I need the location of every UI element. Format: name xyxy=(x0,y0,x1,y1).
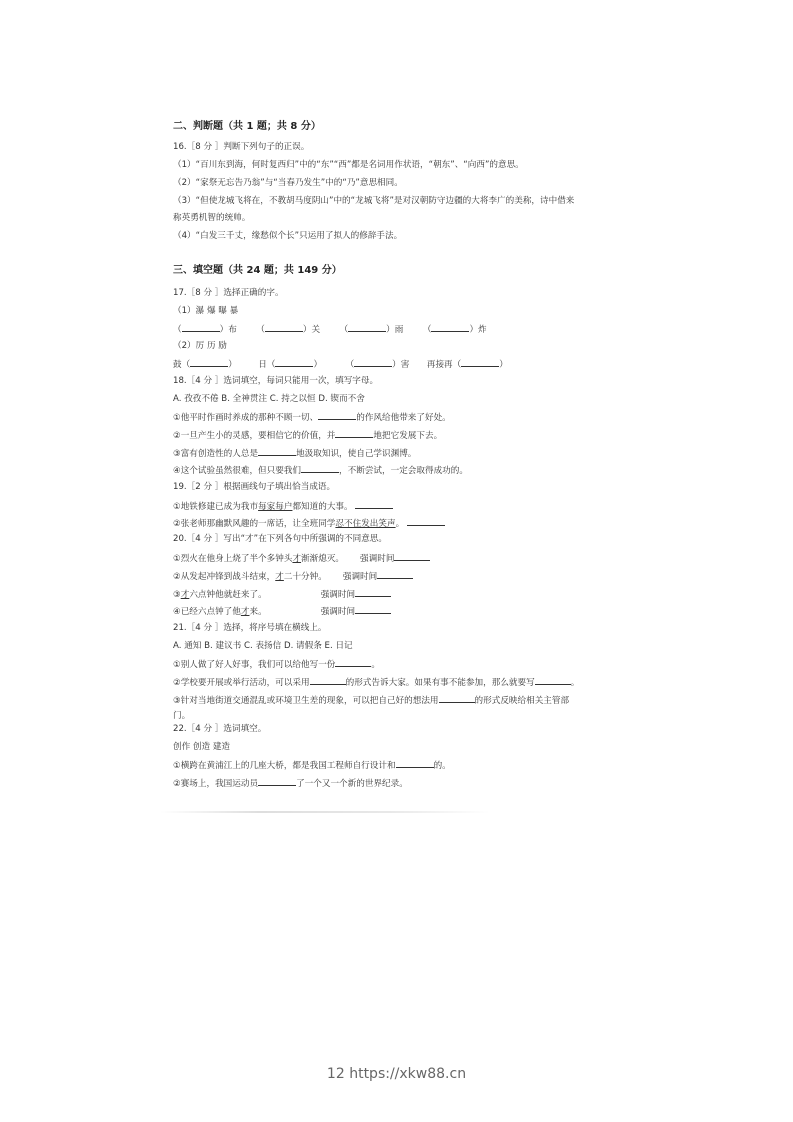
emphasis-label: 强调时间 xyxy=(360,554,395,564)
q19-item-1 xyxy=(173,499,393,513)
item-text: ③ xyxy=(173,590,181,600)
item-text: 的形式反映给相关主管部 xyxy=(474,696,570,706)
fill-post: ）关 xyxy=(302,325,321,335)
item-text: ①他平时作画时养成的那种不顾一切、 xyxy=(173,413,319,423)
q17-group1-fills xyxy=(173,322,487,336)
fill-pre: 再接再（ xyxy=(426,360,462,370)
q20-stem: 20.［4 分 ］写出“才”在下列各句中所强调的不同意思。 xyxy=(173,534,387,544)
fill-post: ）害 xyxy=(392,360,410,370)
item-text: ①别人做了好人好事，我们可以给他写一份 xyxy=(173,660,336,670)
answer-blank[interactable] xyxy=(355,587,391,597)
answer-blank[interactable] xyxy=(348,322,386,332)
fill-pre: （ xyxy=(339,325,349,335)
answer-blank[interactable] xyxy=(335,428,373,438)
answer-blank[interactable] xyxy=(396,758,434,768)
fill-post: ） xyxy=(313,360,323,370)
q20-item-2 xyxy=(173,569,413,583)
item-text: ，不断尝试，一定会取得成功的。 xyxy=(339,466,468,476)
item-text: 。 xyxy=(570,678,580,688)
answer-blank[interactable] xyxy=(182,322,220,332)
fill-post: ） xyxy=(499,360,508,370)
q17-group2-fills xyxy=(173,357,508,371)
q18-options: A. 孜孜不倦 B. 全神贯注 C. 持之以恒 D. 锲而不舍 xyxy=(173,394,365,404)
item-text: 了一个又一个新的世界纪录。 xyxy=(296,779,408,789)
item-text: ①烈火在他身上烧了半个多钟头 xyxy=(173,554,293,564)
item-text: 都知道的大事。 xyxy=(292,502,353,512)
answer-blank[interactable] xyxy=(394,551,430,561)
q19-item-2 xyxy=(173,516,445,530)
q18-item-3 xyxy=(173,446,416,460)
answer-blank[interactable] xyxy=(301,463,339,473)
answer-blank[interactable] xyxy=(190,357,228,367)
q18-item-2 xyxy=(173,428,442,442)
section-2-heading: 二、判断题（共 1 题；共 8 分） xyxy=(173,121,321,132)
underlined-char: 才 xyxy=(292,554,302,564)
page-number: 12 xyxy=(326,1066,345,1082)
underlined-phrase: 每家每户 xyxy=(258,502,293,512)
item-text: 地把它发展下去。 xyxy=(373,431,443,441)
answer-blank[interactable] xyxy=(275,357,313,367)
fill-pre: （ xyxy=(173,325,182,335)
q21-item-3-cont: 门。 xyxy=(173,711,191,721)
q22-options: 创作 创造 建造 xyxy=(173,742,231,752)
answer-blank[interactable] xyxy=(354,357,392,367)
answer-blank[interactable] xyxy=(335,657,371,667)
q16-item-4: （4）“白发三千丈，缘愁似个长”只运用了拟人的修辞手法。 xyxy=(173,231,403,241)
q21-options: A. 通知 B. 建议书 C. 表扬信 D. 请假条 E. 日记 xyxy=(173,641,353,651)
fill-post: ）炸 xyxy=(469,325,487,335)
item-text: 的。 xyxy=(433,761,451,771)
emphasis-label: 强调时间 xyxy=(320,590,356,600)
answer-blank[interactable] xyxy=(461,357,499,367)
q18-item-1 xyxy=(173,410,451,424)
item-text: 的作风给他带来了好处。 xyxy=(356,413,451,423)
fill-pre: 日（ xyxy=(258,360,276,370)
q21-item-3 xyxy=(173,693,569,707)
item-text: ①横跨在黄浦江上的几座大桥，都是我国工程师自行设计和 xyxy=(173,761,396,771)
q22-item-1 xyxy=(173,758,451,772)
q16-item-3-cont: 称英勇机智的统帅。 xyxy=(173,213,251,223)
emphasis-label: 强调时间 xyxy=(342,572,378,582)
underlined-phrase: 忍不住发出笑声 xyxy=(335,519,396,529)
footer-url[interactable]: https://xkw88.cn xyxy=(349,1066,467,1082)
item-text: 地汲取知识，使自己学识渊博。 xyxy=(296,449,417,459)
q16-item-1: （1）“百川东到海，何时复西归”中的“东”“西”都是名词用作状语，“朝东”、“向西”的意思。 xyxy=(173,160,524,170)
item-text: ②从发起冲锋到战斗结束， xyxy=(173,572,276,582)
section-3-heading: 三、填空题（共 24 题；共 149 分） xyxy=(173,265,342,276)
item-text: ②张老师那幽默风趣的一席话，让全班同学 xyxy=(173,519,336,529)
answer-blank[interactable] xyxy=(258,776,296,786)
answer-blank[interactable] xyxy=(355,604,391,614)
fill-pre: （ xyxy=(345,360,355,370)
fill-pre: （ xyxy=(256,325,265,335)
item-text: 二十分钟。 xyxy=(283,572,327,582)
q21-item-1 xyxy=(173,657,380,671)
q18-item-4 xyxy=(173,463,468,477)
answer-blank[interactable] xyxy=(310,675,346,685)
q17-group2-label: （2）厉 历 励 xyxy=(173,341,227,351)
page-footer xyxy=(0,1066,793,1082)
answer-blank[interactable] xyxy=(377,569,413,579)
answer-blank[interactable] xyxy=(265,322,303,332)
q20-item-1 xyxy=(173,551,430,565)
fill-pre: 鼓（ xyxy=(173,360,191,370)
q22-item-2 xyxy=(173,776,408,790)
item-text: ④已经六点钟了他 xyxy=(173,607,241,617)
answer-blank[interactable] xyxy=(355,499,393,509)
q18-stem: 18.［4 分 ］选词填空，每词只能用一次，填写字母。 xyxy=(173,376,379,386)
answer-blank[interactable] xyxy=(407,516,445,526)
fill-pre: （ xyxy=(422,325,432,335)
item-text: 来。 xyxy=(249,607,267,617)
item-text: ③针对当地街道交通混乱或环境卫生差的现象，可以把自己好的想法用 xyxy=(173,696,439,706)
q21-stem: 21.［4 分 ］选择，将序号填在横线上。 xyxy=(173,623,327,633)
item-text: ②学校要开展或举行活动，可以采用 xyxy=(173,678,310,688)
item-text: ②赛场上，我国运动员 xyxy=(173,779,259,789)
underlined-char: 才 xyxy=(240,607,250,617)
answer-blank[interactable] xyxy=(535,675,571,685)
q19-stem: 19.［2 分 ］根据画线句子填出恰当成语。 xyxy=(173,482,336,492)
answer-blank[interactable] xyxy=(439,693,475,703)
q16-stem: 16.［8 分 ］判断下列句子的正误。 xyxy=(173,142,310,152)
answer-blank[interactable] xyxy=(318,410,356,420)
item-text: 。 xyxy=(371,660,381,670)
item-text: ①地铁修建已成为我市 xyxy=(173,502,259,512)
underlined-char: 才 xyxy=(180,590,190,600)
q16-item-2: （2）“家祭无忘告乃翁”与“当春乃发生”中的“乃”意思相同。 xyxy=(173,178,403,188)
item-text: 。 xyxy=(395,519,405,529)
q17-group1-label: （1）瀑 爆 曝 暴 xyxy=(173,306,239,316)
answer-blank[interactable] xyxy=(431,322,469,332)
underlined-char: 才 xyxy=(275,572,284,582)
answer-blank[interactable] xyxy=(258,446,296,456)
q21-item-2 xyxy=(173,675,579,689)
q17-stem: 17.［8 分 ］选择正确的字。 xyxy=(173,288,284,298)
fill-post: ）布 xyxy=(219,325,237,335)
emphasis-label: 强调时间 xyxy=(320,607,356,617)
scan-artifact xyxy=(160,811,490,813)
fill-post: ）雨 xyxy=(386,325,404,335)
fill-post: ） xyxy=(228,360,237,370)
item-text: 六点钟他就赶来了。 xyxy=(189,590,267,600)
q20-item-4 xyxy=(173,604,391,618)
item-text: ③富有创造性的人总是 xyxy=(173,449,259,459)
item-text: ④这个试验虽然很难，但只要我们 xyxy=(173,466,302,476)
item-text: 渐渐熄灭。 xyxy=(301,554,345,564)
item-text: 的形式告诉大家。如果有事不能参加，那么就要写 xyxy=(345,678,535,688)
q20-item-3 xyxy=(173,587,391,601)
q22-stem: 22.［4 分 ］选词填空。 xyxy=(173,724,267,734)
item-text: ②一旦产生小的灵感，要相信它的价值，并 xyxy=(173,431,336,441)
q16-item-3: （3）“但使龙城飞将在，不教胡马度阴山”中的“龙城飞将”是对汉朝防守边疆的大将李广的美称，诗中借来 xyxy=(173,196,575,206)
